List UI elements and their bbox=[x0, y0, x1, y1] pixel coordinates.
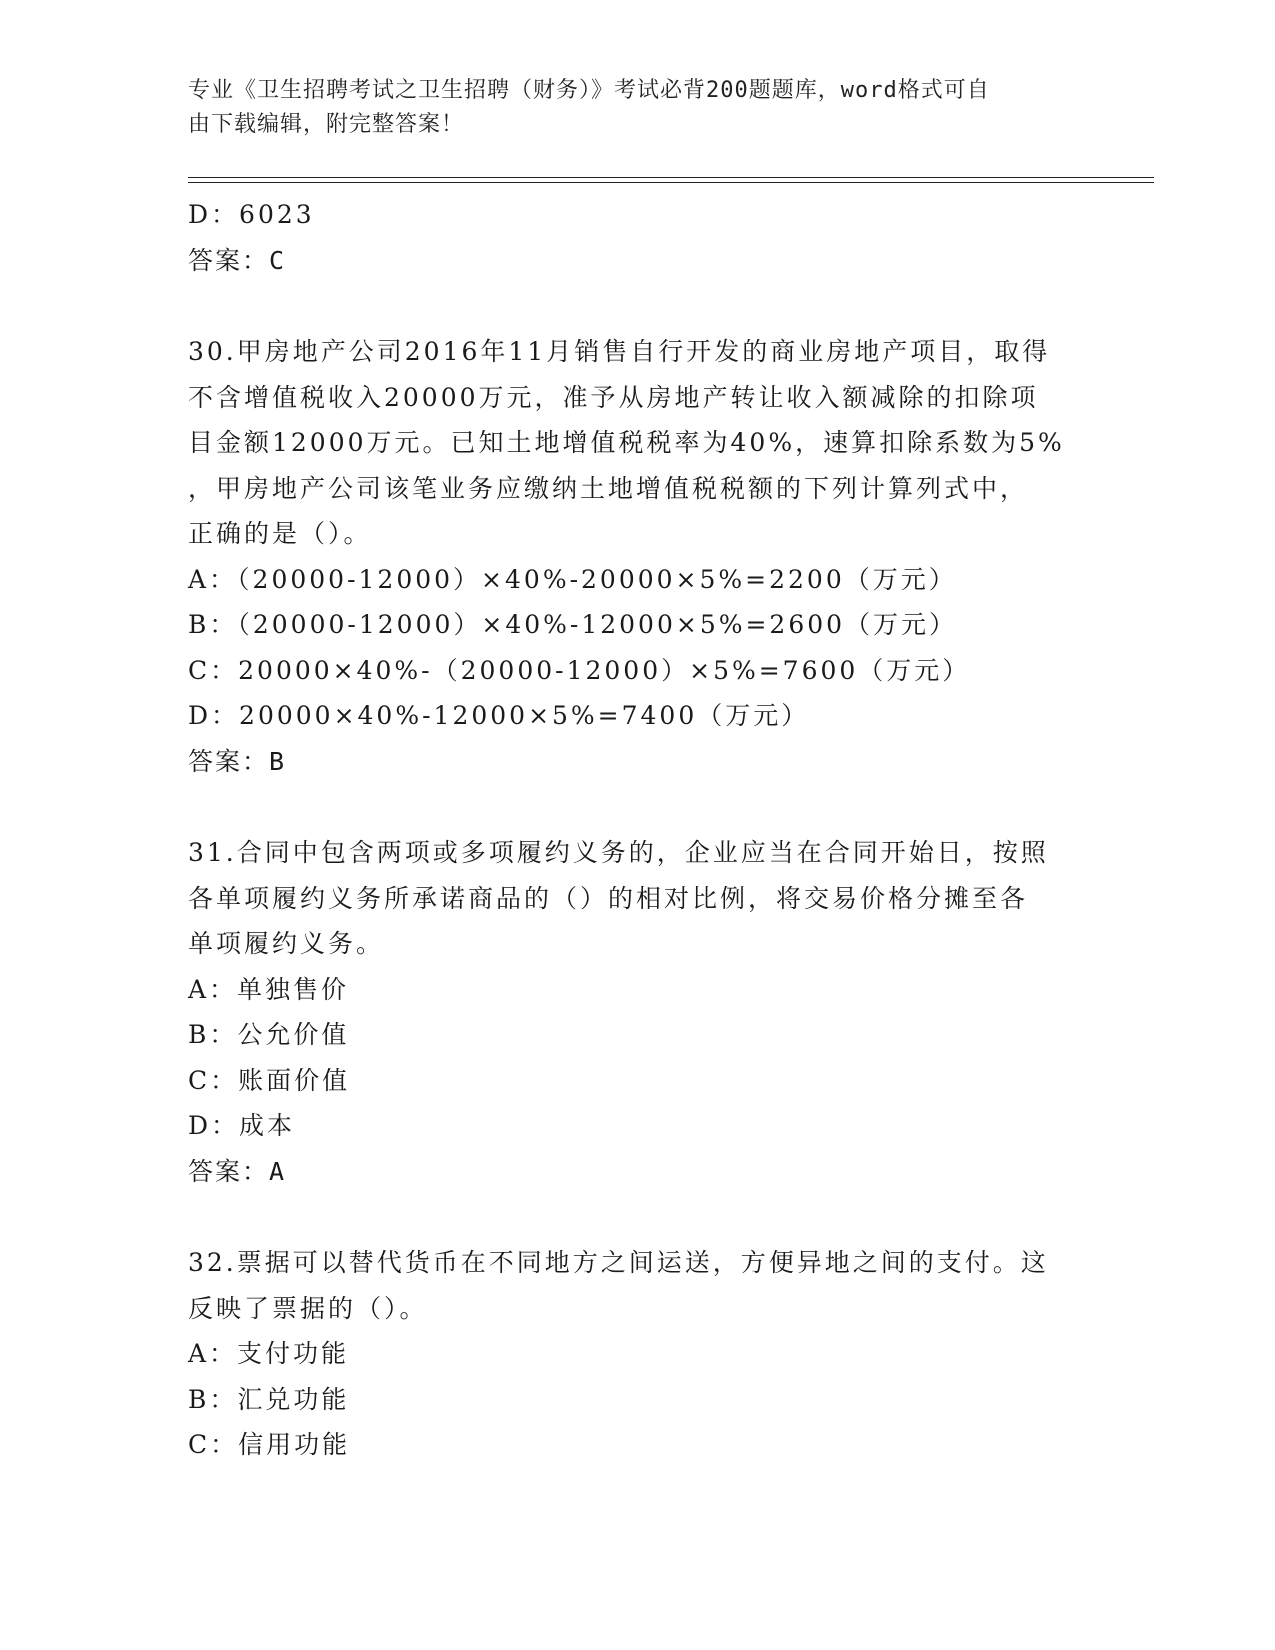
question-30-option-b: B：（20000-12000）×40%-12000×5%=2600（万元） bbox=[188, 610, 958, 639]
header-title-line-1: 专业《卫生招聘考试之卫生招聘（财务）》考试必背200题题库，word格式可自 bbox=[188, 78, 990, 103]
question-31-stem-line: 31.合同中包含两项或多项履约义务的，企业应当在合同开始日，按照 bbox=[188, 838, 1049, 867]
question-30-answer: 答案：B bbox=[188, 746, 287, 776]
spacer bbox=[188, 1194, 1088, 1240]
spacer bbox=[188, 784, 1088, 830]
header-title-line-2: 由下载编辑，附完整答案！ bbox=[188, 112, 465, 137]
document-header bbox=[188, 74, 1068, 142]
question-32-option-a: A：支付功能 bbox=[188, 1339, 350, 1368]
prev-option-d: D：6023 bbox=[188, 200, 315, 229]
question-31-option-a: A：单独售价 bbox=[188, 974, 350, 1004]
header-divider-top bbox=[188, 177, 1154, 178]
question-30-option-d: D：20000×40%-12000×5%=7400（万元） bbox=[188, 701, 810, 730]
prev-answer: 答案：C bbox=[188, 245, 287, 275]
question-32-stem-line: 反映了票据的（）。 bbox=[188, 1293, 428, 1323]
question-31-option-c: C：账面价值 bbox=[188, 1065, 351, 1095]
question-32-option-b: B：汇兑功能 bbox=[188, 1384, 350, 1414]
question-30-stem-line: 不含增值税收入20000万元，准予从房地产转让收入额减除的扣除项 bbox=[188, 382, 1039, 412]
question-31-stem-line: 单项履约义务。 bbox=[188, 929, 385, 958]
question-30-option-a: A：（20000-12000）×40%-20000×5%=2200（万元） bbox=[188, 564, 957, 594]
question-30-option-c: C：20000×40%-（20000-12000）×5%=7600（万元） bbox=[188, 655, 971, 685]
question-31-option-d: D：成本 bbox=[188, 1111, 296, 1140]
question-content bbox=[188, 192, 1088, 1468]
question-30-stem-line: 正确的是（）。 bbox=[188, 519, 372, 548]
question-32-option-c: C：信用功能 bbox=[188, 1430, 351, 1459]
question-30 bbox=[188, 329, 1088, 784]
question-32-stem-line: 32.票据可以替代货币在不同地方之间运送，方便异地之间的支付。这 bbox=[188, 1248, 1049, 1277]
question-30-stem-line: 目金额12000万元。已知土地增值税税率为40%，速算扣除系数为5% bbox=[188, 428, 1065, 457]
spacer bbox=[188, 283, 1088, 329]
question-31 bbox=[188, 830, 1088, 1194]
question-31-answer: 答案：A bbox=[188, 1156, 287, 1186]
header-divider-bottom bbox=[188, 182, 1154, 183]
question-31-option-b: B：公允价值 bbox=[188, 1020, 350, 1049]
question-32 bbox=[188, 1240, 1088, 1468]
question-30-stem-line: 30.甲房地产公司2016年11月销售自行开发的商业房地产项目，取得 bbox=[188, 337, 1051, 366]
question-31-stem-line: 各单项履约义务所承诺商品的（）的相对比例，将交易价格分摊至各 bbox=[188, 883, 1029, 913]
question-30-stem-line: ，甲房地产公司该笔业务应缴纳土地增值税税额的下列计算列式中， bbox=[188, 473, 1029, 503]
